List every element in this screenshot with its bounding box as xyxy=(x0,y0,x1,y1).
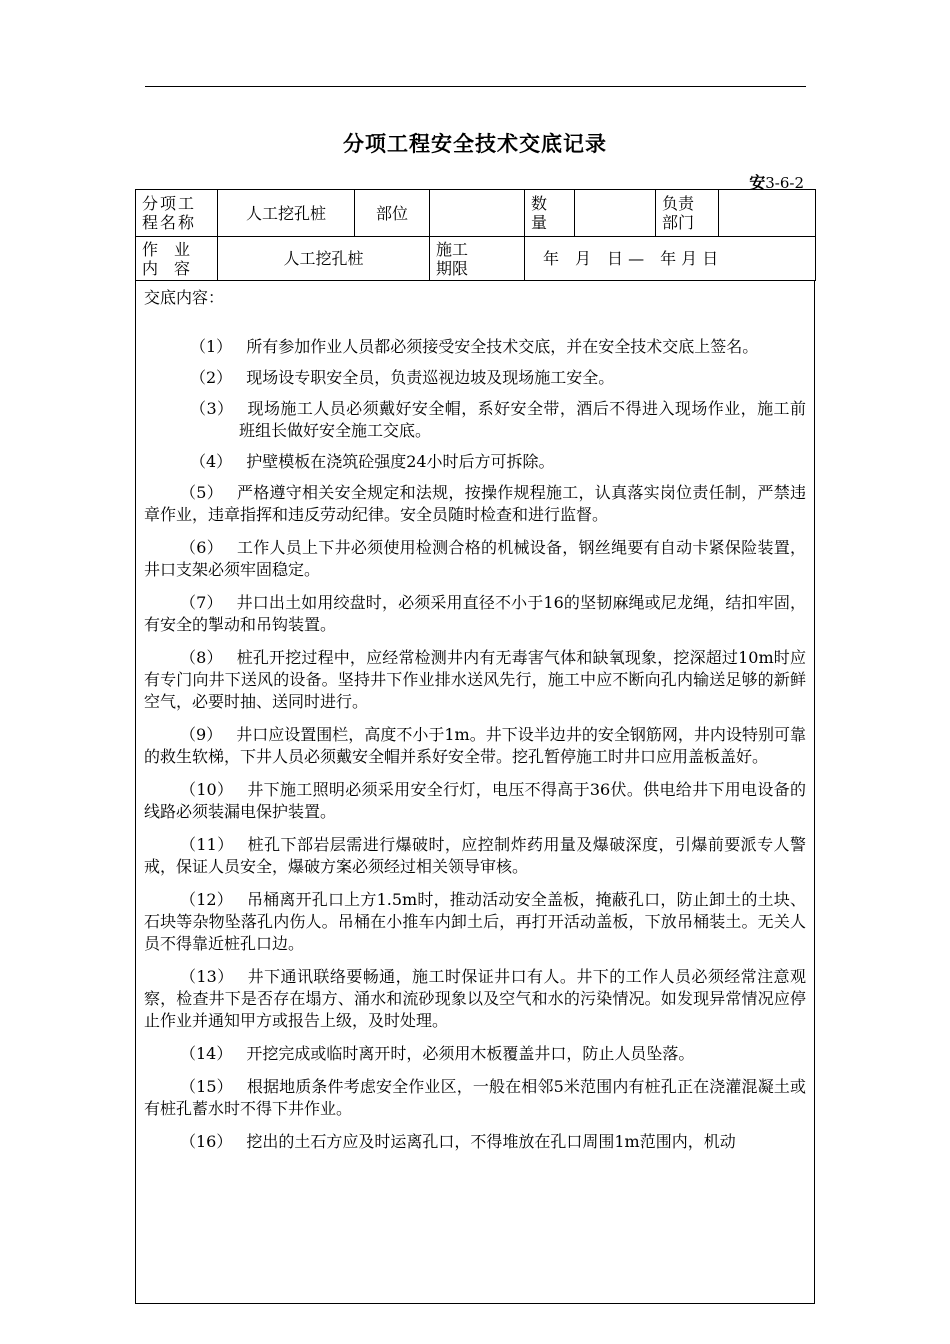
list-item: （6） 工作人员上下井必须使用检测合格的机械设备，钢丝绳要有自动卡紧保险装置，井口支架必须牢固稳定。 xyxy=(144,538,806,579)
project-name-value: 人工挖孔桩 xyxy=(218,190,355,237)
list-item: （3） 现场施工人员必须戴好安全帽，系好安全带，酒后不得进入现场作业，施工前班组长做好安全施工交底。 xyxy=(190,399,806,440)
top-rule xyxy=(145,86,806,87)
list-item: （15） 根据地质条件考虑安全作业区，一般在相邻5米范围内有桩孔正在浇灌混凝土或有桩孔蓄水时不得下井作业。 xyxy=(144,1077,806,1118)
disclosure-label: 交底内容： xyxy=(144,288,225,307)
list-item: （2） 现场设专职安全员，负责巡视边坡及现场施工安全。 xyxy=(190,368,615,387)
work-content-label: 作 业 内 容 xyxy=(136,237,218,281)
quantity-value xyxy=(575,190,656,237)
period-value: 年 月 日 — 年 月 日 xyxy=(525,237,816,281)
list-item: （16） 挖出的土石方应及时运离孔口，不得堆放在孔口周围1m范围内，机动 xyxy=(180,1132,736,1151)
list-item: （14） 开挖完成或临时离开时，必须用木板覆盖井口，防止人员坠落。 xyxy=(180,1044,695,1063)
list-item: （4） 护壁模板在浇筑砼强度24小时后方可拆除。 xyxy=(190,452,555,471)
period-label: 施工 期限 xyxy=(430,237,525,281)
list-item: （13） 井下通讯联络要畅通，施工时保证井口有人。井下的工作人员必须经常注意观察，检查井下是否存在塌方、涌水和流砂现象以及空气和水的污染情况。如发现异常情况应停止作业并通知甲方或报告上级，及时处理。 xyxy=(144,967,806,1030)
page-title: 分项工程安全技术交底记录 xyxy=(343,131,607,156)
disclosure-content xyxy=(135,280,815,1304)
list-item: （12） 吊桶离开孔口上方1.5m时，推动活动安全盖板，掩蔽孔口，防止卸土的土块、石块等杂物坠落孔内伤人。吊桶在小推车内卸土后，再打开活动盖板，下放吊桶装土。无关人员不得靠近桩孔口边。 xyxy=(144,890,806,953)
department-value xyxy=(719,190,816,237)
form-code-number: 3-6-2 xyxy=(765,174,804,192)
disclosure-items xyxy=(144,336,806,1164)
list-item: （5） 严格遵守相关安全规定和法规，按操作规程施工，认真落实岗位责任制，严禁违章作业，违章指挥和违反劳动纪律。安全员随时检查和进行监督。 xyxy=(144,483,806,524)
list-item: （10） 井下施工照明必须采用安全行灯，电压不得高于36伏。供电给井下用电设备的线路必须装漏电保护装置。 xyxy=(144,780,806,821)
location-value xyxy=(430,190,525,237)
list-item: （7） 井口出土如用绞盘时，必须采用直径不小于16的坚韧麻绳或尼龙绳，结扣牢固，有安全的掣动和吊钩装置。 xyxy=(144,593,806,634)
work-content-value: 人工挖孔桩 xyxy=(218,237,430,281)
list-item: （1） 所有参加作业人员都必须接受安全技术交底，并在安全技术交底上签名。 xyxy=(190,337,759,356)
list-item: （9） 井口应设置围栏，高度不小于1m。井下设半边井的安全钢筋网，井内设特别可靠的救生软梯，下井人员必须戴安全帽并系好安全带。挖孔暂停施工时井口应用盖板盖好。 xyxy=(144,725,806,766)
location-label: 部位 xyxy=(355,190,430,237)
list-item: （11） 桩孔下部岩层需进行爆破时，应控制炸药用量及爆破深度，引爆前要派专人警戒，保证人员安全，爆破方案必须经过相关领导审核。 xyxy=(144,835,806,876)
department-label: 负责 部门 xyxy=(656,190,719,237)
form-code-prefix: 安 xyxy=(749,173,766,192)
project-name-label: 分项工 程名称 xyxy=(136,190,218,237)
list-item: （8） 桩孔开挖过程中，应经常检测井内有无毒害气体和缺氧现象，挖深超过10m时应有专门向井下送风的设备。坚持井下作业排水送风先行，施工中应不断向孔内输送足够的新鲜空气，必要时抽、送同时进行。 xyxy=(144,648,806,711)
quantity-label: 数 量 xyxy=(525,190,575,237)
header-table xyxy=(135,189,816,281)
